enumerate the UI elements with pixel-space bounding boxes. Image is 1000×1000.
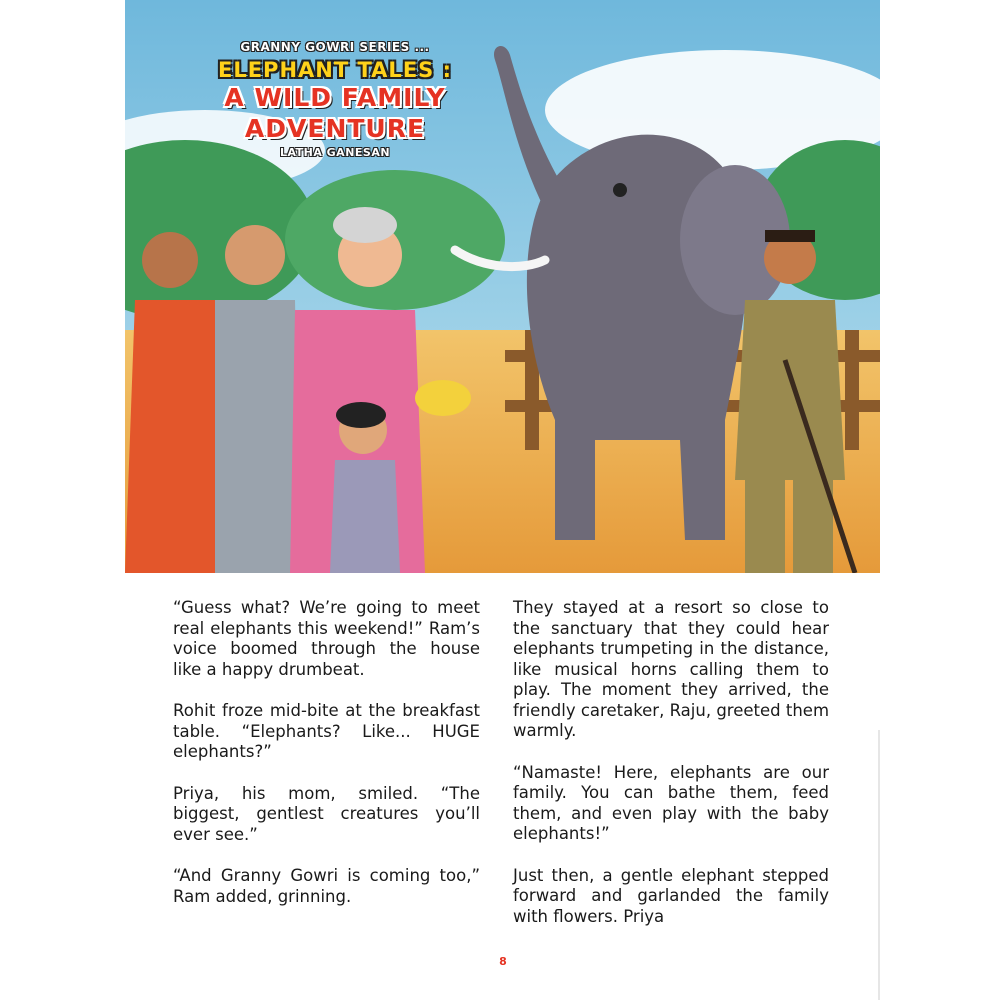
book-title-line2: A WILD FAMILY [224,83,446,112]
story-paragraph: “Namaste! Here, elephants are our family. You can bathe them, feed them, and even play with the baby elephants!” [513,762,829,843]
banana-bunch [415,380,471,416]
series-name: GRANNY GOWRI SERIES ... [240,40,430,54]
page-number: 8 [499,955,507,968]
story-column-left [173,598,480,928]
cover-title-block [205,40,465,159]
author-name: LATHA GANESAN [279,146,391,159]
story-paragraph: “Guess what? We’re going to meet real elephants this weekend!” Ram’s voice boomed through the house like a happy drumbeat. [173,598,480,679]
book-title-line3: ADVENTURE [244,114,426,143]
book-title-line1: ELEPHANT TALES : [217,58,452,82]
story-paragraph: They stayed at a resort so close to the sanctuary that they could hear elephants trumpeting in the distance, like musical horns calling them to play. The moment they arrived, the friendly caretaker, Raju, greeted them warmly. [513,598,830,740]
story-paragraph: Just then, a gentle elephant stepped forward and garlanded the family with flowers. Priya [513,865,829,926]
page-edge [878,730,880,1000]
story-paragraph: “And Granny Gowri is coming too,” Ram added, grinning. [173,866,480,906]
cover-illustration [125,0,880,573]
story-column-right [513,598,829,948]
book-page [125,0,880,1000]
story-paragraph: Priya, his mom, smiled. “The biggest, gentlest creatures you’ll ever see.” [173,783,480,844]
story-paragraph: Rohit froze mid-bite at the breakfast table. “Elephants? Like... HUGE elephants?” [173,701,480,761]
